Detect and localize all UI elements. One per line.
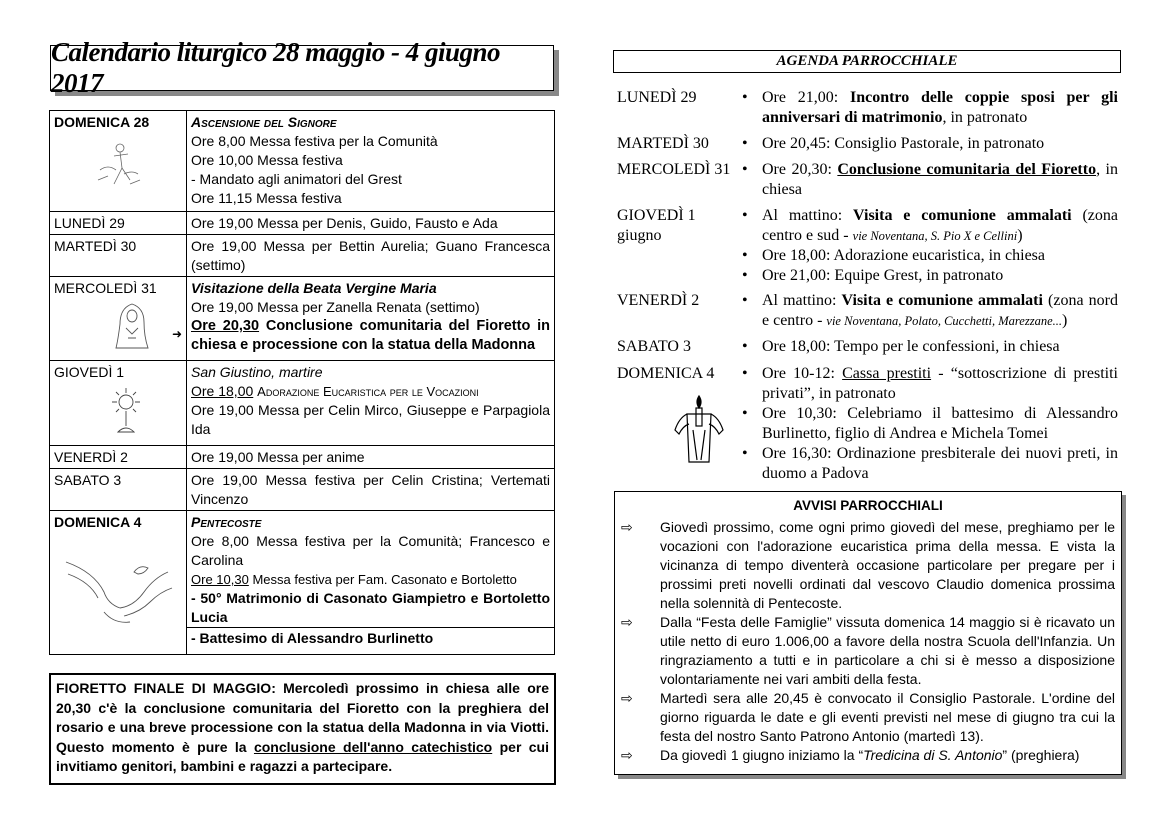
events-cell (187, 277, 555, 361)
arrow-right-icon: ⇨ (621, 614, 633, 630)
day-cell (50, 469, 187, 511)
agenda-items (742, 160, 1118, 200)
events-cell (187, 511, 555, 655)
event-time: Ore 10,30 (191, 572, 249, 587)
day-label: GIOVEDÌ 1 (54, 364, 125, 380)
notice-text-end: ” (preghiera) (1002, 747, 1080, 763)
baptism-candle-icon (669, 394, 729, 466)
agenda-items (742, 364, 1118, 484)
event-line (191, 570, 550, 589)
event-line: - 50° Matrimonio di Casonato Giampietro e Bortoletto Lucia (191, 590, 550, 625)
agenda-item (742, 160, 1118, 200)
liturgical-calendar-table (49, 110, 555, 655)
agenda-items (742, 206, 1118, 286)
table-row (50, 469, 555, 511)
table-row (50, 511, 555, 655)
event-line: Ore 19,00 Messa per Celin Mirco, Giuseppe e Parpagiola Ida (191, 402, 550, 437)
agenda-day: DOMENICA 4 (617, 365, 715, 382)
arrow-right-icon: ➜ (171, 327, 182, 341)
agenda-zone: vie Noventana, S. Pio X e Cellini (852, 229, 1018, 243)
agenda-highlight: Conclusione comunitaria del Fioretto (837, 161, 1097, 178)
agenda-items (742, 88, 1118, 128)
feast-title: Visitazione della Beata Vergine Maria (191, 280, 437, 296)
agenda-day: VENERDÌ 2 (617, 292, 700, 309)
table-row (50, 277, 555, 361)
feast-title: Ascensione del Signore (191, 114, 337, 130)
event-text: Messa festiva per Fam. Casonato e Bortoletto (248, 572, 517, 587)
agenda-day: LUNEDÌ 29 (617, 89, 697, 106)
agenda-day: MARTEDÌ 30 (617, 135, 709, 152)
day-cell (50, 511, 187, 655)
agenda-item (742, 88, 1118, 128)
notice-item (615, 746, 1121, 765)
day-label: MARTEDÌ 30 (54, 238, 137, 254)
event-line: Ore 8,00 Messa festiva per la Comunità (191, 133, 438, 149)
agenda-day: SABATO 3 (617, 338, 691, 355)
events-cell (187, 361, 555, 446)
agenda-highlight: Cassa prestiti (842, 365, 932, 382)
event-text: Adorazione Eucaristica per le Vocazioni (257, 384, 479, 399)
agenda-text: ) (1017, 227, 1023, 244)
events-cell (187, 212, 555, 235)
agenda-day: GIOVEDÌ 1 giugno (617, 207, 696, 244)
notice-item (615, 689, 1121, 746)
notice-item (615, 613, 1121, 689)
events-cell (187, 469, 555, 511)
agenda-item (742, 291, 1118, 331)
agenda-item: • Ore 18,00: Tempo per le confessioni, in chiesa (742, 337, 1118, 357)
event-line: Ore 19,00 Messa per anime (191, 449, 365, 465)
notices-title: AVVISI PARROCCHIALI (793, 498, 943, 513)
day-cell (50, 235, 187, 277)
event-time: Ore 20,30 (191, 318, 260, 334)
agenda-time: Al mattino: (762, 292, 842, 309)
agenda-day: MERCOLEDÌ 31 (617, 161, 731, 178)
event-line: Ore 19,00 Messa per Bettin Aurelia; Guano Francesca (settimo) (191, 238, 550, 273)
day-label: SABATO 3 (54, 472, 122, 488)
agenda-zone: vie Noventana, Polato, Cucchetti, Marezzane... (826, 314, 1063, 328)
agenda-time: Al mattino: (762, 207, 854, 224)
fioretto-notice (49, 673, 556, 785)
event-line (191, 382, 550, 401)
event-line: Ore 10,00 Messa festiva (191, 152, 343, 168)
day-label: DOMENICA 4 (54, 514, 142, 530)
table-row (50, 361, 555, 446)
agenda-text: ) (1062, 312, 1068, 329)
event-time: Ore 18,00 (191, 383, 254, 399)
agenda-text: , in patronato (942, 109, 1028, 126)
feast-title: San Giustino, martire (191, 364, 323, 380)
event-line-highlight (191, 317, 550, 355)
agenda-text: (zona centro e sud - (762, 207, 1119, 244)
event-line: - Battesimo di Alessandro Burlinetto (187, 627, 554, 648)
arrow-right-icon: ⇨ (621, 747, 633, 763)
table-row (50, 212, 555, 235)
parish-notices (614, 491, 1122, 775)
agenda-items (742, 337, 1118, 357)
day-cell (50, 111, 187, 212)
agenda-item: • Ore 21,00: Equipe Grest, in patronato (742, 266, 1118, 286)
day-cell (50, 446, 187, 469)
agenda-item: • Ore 10,30: Celebriamo il battesimo di Alessandro Burlinetto, figlio di Andrea e Michela Tomei (742, 404, 1118, 444)
day-label: DOMENICA 28 (54, 114, 150, 130)
notice-text: Dalla “Festa delle Famiglie” vissuta domenica 14 maggio si è ricavato un utile netto di euro 1.006,00 a favore della nostra Scuola dell'Infanzia. Un ringraziamento a tutti e in particolare a chi si è messo a disposizione volontariamente nei vari ambiti della festa. (660, 614, 1115, 687)
ascension-icon (94, 140, 142, 188)
agenda-time: Ore 21,00: (762, 89, 850, 106)
event-line: Ore 19,00 Messa festiva per Celin Cristina; Vertemati Vincenzo (191, 472, 550, 507)
agenda-item (742, 206, 1118, 246)
agenda-item: • Ore 18,00: Adorazione eucaristica, in chiesa (742, 246, 1118, 266)
day-cell (50, 277, 187, 361)
agenda-item: • Ore 20,45: Consiglio Pastorale, in patronato (742, 134, 1118, 154)
monstrance-icon (104, 386, 148, 436)
fioretto-text: FIORETTO FINALE DI MAGGIO: Mercoledì prossimo in chiesa alle ore 20,30 c'è la conclusione comunitaria del Fioretto con la preghiera del rosario e una breve processione con la statua della Madonna in via Viotti. Questo momento è pure la (56, 680, 549, 755)
agenda-text: (zona nord e centro - (762, 292, 1119, 329)
agenda-item: • Ore 16,30: Ordinazione presbiterale dei nuovi preti, in duomo a Padova (742, 444, 1118, 484)
notice-text: Giovedì prossimo, come ogni primo giovedì del mese, preghiamo per le vocazioni con l'adorazione eucaristica prima della messa. E vista la vicinanza di tempo diventerà occasione particolare per pregare per i prossimi preti novelli ordinati dal vescovo Claudio domenica prossima nella solennità di Pentecoste. (660, 519, 1115, 611)
agenda-highlight: Visita e comunione ammalati (853, 207, 1072, 224)
table-row (50, 235, 555, 277)
events-cell (187, 235, 555, 277)
events-cell (187, 446, 555, 469)
agenda-text: , in chiesa (762, 161, 1118, 198)
arrow-right-icon: ⇨ (621, 519, 633, 535)
events-cell (187, 111, 555, 212)
fioretto-underlined: conclusione dell'anno catechistico (253, 738, 493, 755)
agenda-highlight: Visita e comunione ammalati (841, 292, 1043, 309)
day-label: LUNEDÌ 29 (54, 215, 125, 231)
calendar-title: Calendario liturgico 28 maggio - 4 giugno 2017 (50, 45, 554, 91)
table-row (50, 111, 555, 212)
event-line: Ore 8,00 Messa festiva per la Comunità; Francesco e Carolina (191, 533, 550, 568)
day-label: VENERDÌ 2 (54, 449, 128, 465)
agenda-time: Ore 10-12: (762, 365, 843, 382)
day-label: MERCOLEDÌ 31 (54, 280, 157, 296)
notice-italic: Tredicina di S. Antonio (863, 747, 1003, 763)
notice-text: Martedì sera alle 20,45 è convocato il Consiglio Pastorale. L'ordine del giorno riguarda le date e gli eventi previsti nel mese di giugno tra cui la festa del nostro Santo Patrono Antonio (martedì 13). (660, 690, 1115, 744)
agenda-highlight: Incontro delle coppie sposi per gli anniversari di matrimonio (762, 89, 1118, 126)
madonna-icon (114, 302, 150, 350)
event-line: - Mandato agli animatori del Grest (191, 171, 402, 187)
agenda-item (742, 364, 1118, 404)
notice-item (615, 518, 1121, 613)
day-cell (50, 361, 187, 446)
event-line: Ore 11,15 Messa festiva (191, 190, 342, 206)
agenda-text: - “sottoscrizione di prestiti privati”, in patronato (762, 365, 1118, 402)
notice-text: Da giovedì 1 giugno iniziamo la “ (660, 747, 864, 763)
event-line: Ore 19,00 Messa per Denis, Guido, Fausto e Ada (191, 215, 498, 231)
day-cell (50, 212, 187, 235)
table-row (50, 446, 555, 469)
arrow-right-icon: ⇨ (621, 690, 633, 706)
feast-title: Pentecoste (191, 514, 262, 530)
agenda-items (742, 291, 1118, 331)
event-line: Ore 19,00 Messa per Zanella Renata (settimo) (191, 299, 480, 315)
agenda-time: Ore 20,30: (762, 161, 838, 178)
agenda-items (742, 134, 1118, 154)
event-text: Conclusione comunitaria del Fioretto in chiesa e processione con la statua della Madonna (191, 318, 550, 353)
dove-hands-icon (64, 552, 174, 632)
agenda-title: AGENDA PARROCCHIALE (613, 50, 1121, 73)
fioretto-text-end: per cui invitiamo genitori, bambini e ragazzi a partecipare. (56, 738, 549, 774)
